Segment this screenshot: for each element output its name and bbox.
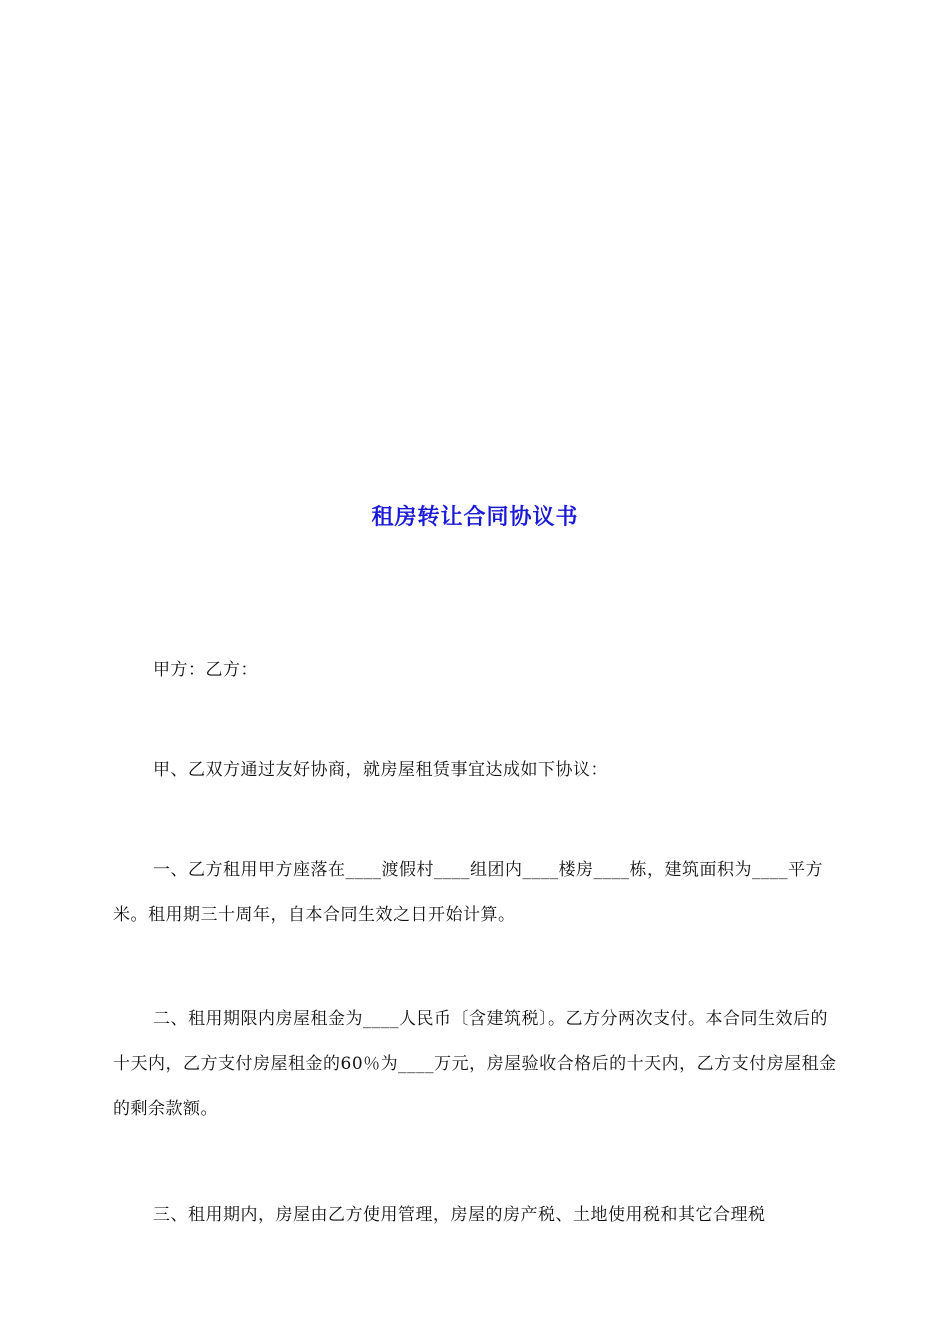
intro-paragraph: 甲、乙双方通过友好协商，就房屋租赁事宜达成如下协议： — [153, 760, 608, 780]
article-1-paragraph: 一、乙方租用甲方座落在____渡假村____组团内____楼房____栋，建筑面积为____平方米。租用期三十周年，自本合同生效之日开始计算。 — [113, 860, 823, 925]
article-2-paragraph: 二、租用期限内房屋租金为____人民币〔含建筑税〕。乙方分两次支付。本合同生效后的十天内，乙方支付房屋租金的60％为____万元，房屋验收合格后的十天内，乙方支付房屋租金的剩余款额。 — [113, 1009, 837, 1119]
document-title: 租房转让合同协议书 — [371, 504, 579, 530]
parties-line: 甲方：乙方： — [153, 660, 258, 680]
article-3-paragraph: 三、租用期内，房屋由乙方使用管理，房屋的房产税、土地使用税和其它合理税 — [153, 1205, 766, 1225]
